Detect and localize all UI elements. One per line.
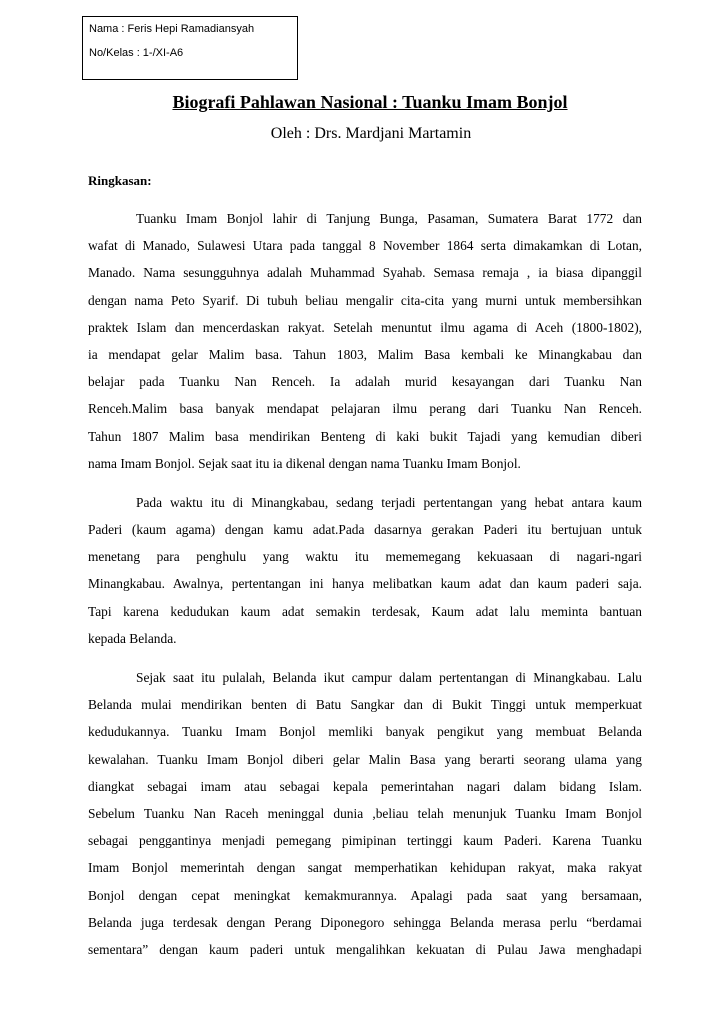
section-heading: Ringkasan:	[88, 173, 152, 188]
text-line: Manado. Nama sesungguhnya adalah Muhammad Syahab. Semasa remaja , ia biasa dipanggil	[88, 265, 642, 281]
text-line: diangkat sebagai imam atau sebagai kepala pemerintahan nagari dalam bidang Islam.	[88, 778, 642, 794]
document-title: Biografi Pahlawan Nasional : Tuanku Imam Bonjol	[172, 92, 568, 112]
text-line: Belanda juga terdesak dengan Perang Diponegoro sehingga Belanda merasa perlu “berdamai	[88, 914, 642, 930]
text-line: kewalahan. Tuanku Imam Bonjol diberi gelar Malin Basa yang berarti seorang ulama yang	[88, 751, 642, 767]
document-body	[88, 205, 642, 963]
text-line: praktek Islam dan mencerdaskan rakyat. Setelah menuntut ilmu agama di Aceh (1800-1802),	[88, 319, 642, 335]
text-line: Renceh.Malim basa banyak mendapat pelajaran ilmu perang dari Tuanku Nan Renceh.	[88, 401, 642, 417]
paragraph-3	[88, 664, 642, 963]
student-class: No/Kelas : 1-/XI-A6	[89, 47, 184, 59]
text-line: dengan nama Peto Syarif. Di tubuh beliau mengalir cita-cita yang murni untuk membersihkan	[88, 292, 642, 308]
text-line: Belanda mulai mendirikan benten di Batu Sangkar dan di Bukit Tinggi untuk memperkuat	[88, 697, 642, 713]
text-line: wafat di Manado, Sulawesi Utara pada tanggal 8 November 1864 serta dimakamkan di Lotan,	[88, 238, 642, 254]
text-line: menetang para penghulu yang waktu itu mememegang kekuasaan di nagari-ngari	[88, 549, 642, 565]
text-line: Sebelum Tuanku Nan Raceh meninggal dunia ,beliau telah menunjuk Tuanku Imam Bonjol	[88, 805, 642, 821]
text-line: sebagai penggantinya menjadi pemegang pimipinan tertinggi kaum Paderi. Karena Tuanku	[88, 833, 642, 849]
text-line: kedudukannya. Tuanku Imam Bonjol memliki banyak pengikut yang membuat Belanda	[88, 724, 642, 740]
document-author: Oleh : Drs. Mardjani Martamin	[270, 125, 472, 142]
text-line: sementara” dengan kaum paderi untuk mengalihkan kekuatan di Pulau Jawa menghadapi	[88, 941, 642, 957]
text-line: Paderi (kaum agama) dengan kamu adat.Pada dasarnya gerakan Paderi itu bertujuan untuk	[88, 522, 642, 538]
text-line: belajar pada Tuanku Nan Renceh. Ia adalah murid kesayangan dari Tuanku Nan	[88, 374, 642, 390]
text-line: Tapi karena kedudukan kaum adat semakin terdesak, Kaum adat lalu meminta bantuan	[88, 603, 642, 619]
text-line: ia mendapat gelar Malim basa. Tahun 1803, Malim Basa kembali ke Minangkabau dan	[88, 346, 642, 362]
text-line: Minangkabau. Awalnya, pertentangan ini hanya melibatkan kaum adat dan kaum paderi saja.	[88, 576, 642, 592]
text-line: Tahun 1807 Malim basa mendirikan Benteng di kaki bukit Tajadi yang kemudian diberi	[88, 428, 642, 444]
text-line: Sejak saat itu pulalah, Belanda ikut campur dalam pertentangan di Minangkabau. Lalu	[136, 670, 642, 685]
text-line: Bonjol dengan cepat meningkat kemakmurannya. Apalagi pada saat yang bersamaan,	[88, 887, 642, 903]
student-name: Nama : Feris Hepi Ramadiansyah	[89, 23, 255, 35]
text-line: Imam Bonjol memerintah dengan sangat memperhatikan kehidupan rakyat, maka rakyat	[88, 860, 642, 876]
text-line: Pada waktu itu di Minangkabau, sedang terjadi pertentangan yang hebat antara kaum	[136, 494, 642, 510]
paragraph-2	[88, 489, 642, 652]
text-line: kepada Belanda.	[88, 630, 177, 646]
text-line: nama Imam Bonjol. Sejak saat itu ia dikenal dengan nama Tuanku Imam Bonjol.	[88, 455, 521, 471]
student-info-box	[82, 16, 298, 80]
paragraph-1	[88, 205, 642, 477]
text-line: Tuanku Imam Bonjol lahir di Tanjung Bunga, Pasaman, Sumatera Barat 1772 dan	[136, 211, 642, 226]
